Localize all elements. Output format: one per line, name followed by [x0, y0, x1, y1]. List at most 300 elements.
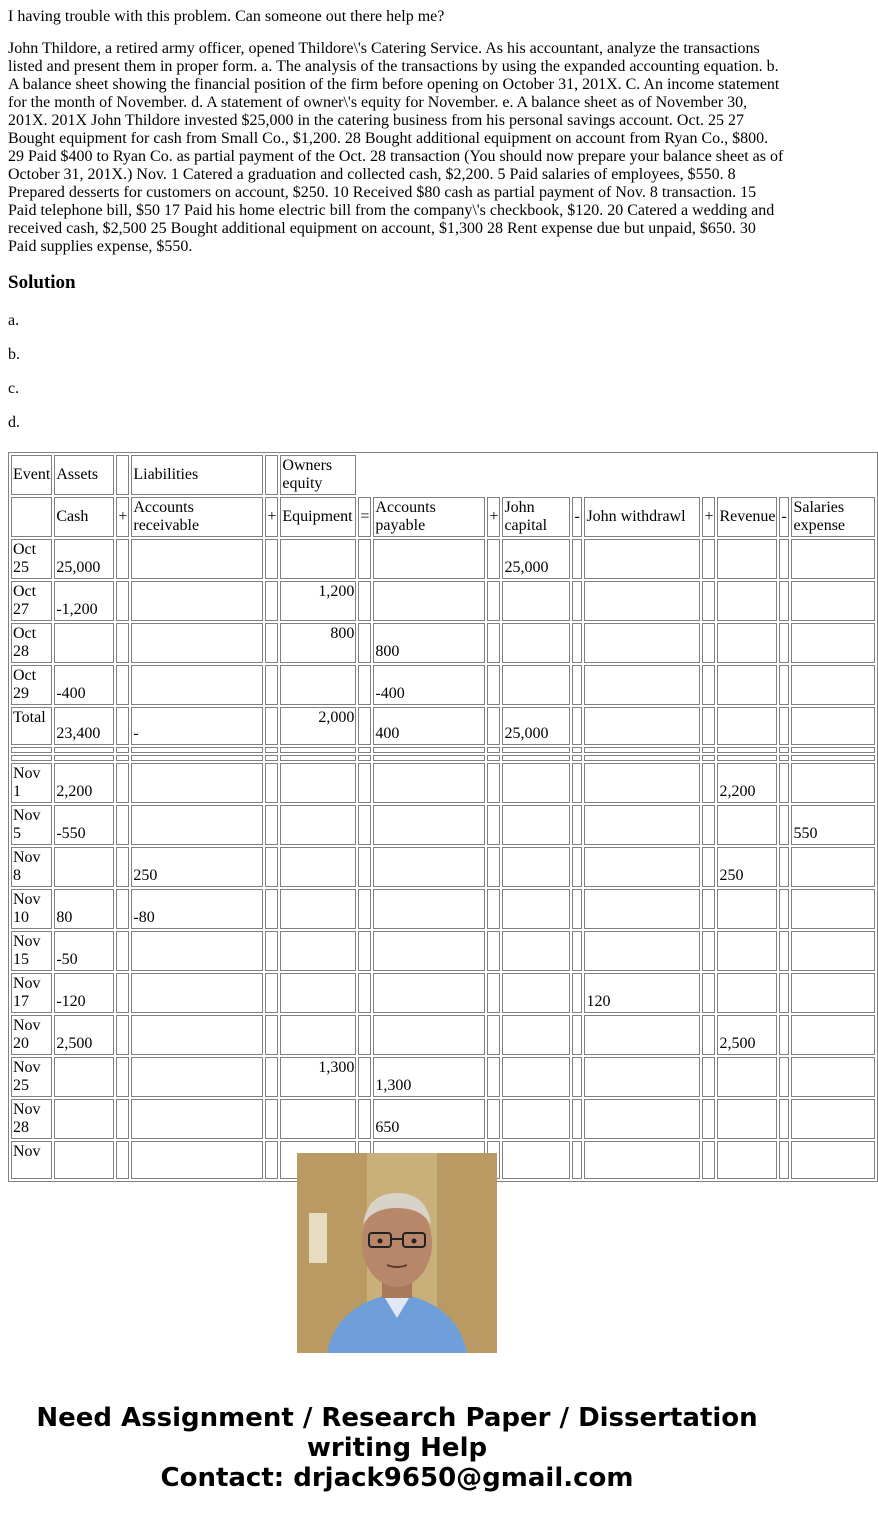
operator-cell [358, 623, 371, 663]
operator-cell [702, 847, 715, 887]
event-cell: Oct 29 [11, 665, 52, 705]
accounts-receivable-cell [131, 665, 263, 705]
accounts-receivable-cell: -80 [131, 889, 263, 929]
solution-heading: Solution [8, 272, 76, 293]
cash-cell: -550 [54, 805, 114, 845]
operator-cell [487, 1057, 500, 1097]
question-content [0, 0, 794, 432]
operator-cell [487, 665, 500, 705]
separator-cell [373, 755, 485, 761]
promo-contact: Contact: drjack9650@gmail.com [160, 1463, 634, 1493]
operator-cell [702, 1099, 715, 1139]
accounting-equation-table [8, 452, 878, 1182]
accounts-payable-cell [373, 931, 485, 971]
operator-cell [487, 581, 500, 621]
separator-cell [584, 755, 700, 761]
operator-cell [358, 847, 371, 887]
cash-cell: -400 [54, 665, 114, 705]
cash-cell [54, 1141, 114, 1179]
operator-cell [487, 931, 500, 971]
group-header-cell [265, 455, 278, 495]
operator-cell [572, 1141, 582, 1179]
separator-cell [791, 747, 875, 753]
operator-cell [116, 581, 129, 621]
event-cell: Oct 25 [11, 539, 52, 579]
capital-cell [502, 623, 570, 663]
separator-cell [702, 747, 715, 753]
withdrawal-cell [584, 1015, 700, 1055]
operator-cell [265, 973, 278, 1013]
cash-cell [54, 847, 114, 887]
accounts-payable-cell [373, 847, 485, 887]
operator-cell [487, 763, 500, 803]
capital-cell [502, 889, 570, 929]
equipment-cell [280, 973, 356, 1013]
operator-cell [265, 847, 278, 887]
revenue-cell [717, 539, 777, 579]
operator-cell [116, 707, 129, 745]
cash-cell: 2,200 [54, 763, 114, 803]
capital-cell [502, 763, 570, 803]
accounts-receivable-cell: 250 [131, 847, 263, 887]
event-cell: Nov 28 [11, 1099, 52, 1139]
revenue-cell: 2,500 [717, 1015, 777, 1055]
cash-cell: 80 [54, 889, 114, 929]
separator-cell [116, 747, 129, 753]
equipment-cell [280, 805, 356, 845]
operator-cell [487, 539, 500, 579]
table-row [11, 805, 875, 845]
accounts-payable-cell: -400 [373, 665, 485, 705]
operator-cell [116, 805, 129, 845]
separator-cell [54, 747, 114, 753]
revenue-cell [717, 623, 777, 663]
capital-cell [502, 931, 570, 971]
revenue-cell [717, 973, 777, 1013]
accounts-payable-cell [373, 805, 485, 845]
cash-cell: 23,400 [54, 707, 114, 745]
separator-cell [502, 747, 570, 753]
revenue-cell [717, 1141, 777, 1179]
operator-cell [572, 931, 582, 971]
cash-cell [54, 623, 114, 663]
separator-cell [11, 755, 52, 761]
operator-cell [265, 665, 278, 705]
cash-cell: 25,000 [54, 539, 114, 579]
event-cell: Nov [11, 1141, 52, 1179]
separator-cell [131, 747, 263, 753]
operator-cell [265, 1057, 278, 1097]
capital-cell [502, 1015, 570, 1055]
accounts-payable-cell [373, 889, 485, 929]
operator-cell [702, 1057, 715, 1097]
accounts-payable-cell: 650 [373, 1099, 485, 1139]
group-header-cell: Event [11, 455, 52, 495]
operator-cell [116, 889, 129, 929]
capital-cell [502, 665, 570, 705]
withdrawal-cell [584, 847, 700, 887]
revenue-cell [717, 581, 777, 621]
salaries-expense-cell [791, 623, 875, 663]
column-header-cell: Salaries expense [791, 497, 875, 537]
operator-cell [487, 1099, 500, 1139]
column-header-cell: John capital [502, 497, 570, 537]
salaries-expense-cell [791, 1057, 875, 1097]
table-row [11, 1015, 875, 1055]
withdrawal-cell [584, 889, 700, 929]
event-cell: Nov 5 [11, 805, 52, 845]
accounts-payable-cell [373, 539, 485, 579]
operator-cell [358, 539, 371, 579]
withdrawal-cell [584, 763, 700, 803]
column-header-cell: Cash [54, 497, 114, 537]
column-header-cell: - [779, 497, 789, 537]
table-separator-row [11, 747, 875, 753]
salaries-expense-cell [791, 581, 875, 621]
operator-cell [265, 805, 278, 845]
cash-cell: 2,500 [54, 1015, 114, 1055]
revenue-cell [717, 931, 777, 971]
accounts-receivable-cell [131, 581, 263, 621]
capital-cell [502, 973, 570, 1013]
operator-cell [265, 581, 278, 621]
column-header-cell [11, 497, 52, 537]
operator-cell [487, 623, 500, 663]
table-separator-row [11, 755, 875, 761]
operator-cell [702, 707, 715, 745]
solution-letters [8, 312, 786, 432]
column-header-cell: John withdrawl [584, 497, 700, 537]
cash-cell: -50 [54, 931, 114, 971]
event-cell: Total [11, 707, 52, 745]
accounts-payable-cell [373, 1015, 485, 1055]
capital-cell [502, 847, 570, 887]
event-cell: Nov 20 [11, 1015, 52, 1055]
separator-cell [11, 747, 52, 753]
operator-cell [572, 665, 582, 705]
salaries-expense-cell [791, 1099, 875, 1139]
table-row [11, 539, 875, 579]
salaries-expense-cell [791, 1141, 875, 1179]
solution-letter: d. [8, 414, 20, 431]
promo-line-2: writing Help [306, 1433, 488, 1463]
operator-cell [265, 707, 278, 745]
accounts-payable-cell: 800 [373, 623, 485, 663]
event-cell: Oct 28 [11, 623, 52, 663]
column-header-cell: + [702, 497, 715, 537]
operator-cell [572, 623, 582, 663]
operator-cell [572, 889, 582, 929]
revenue-cell [717, 665, 777, 705]
operator-cell [572, 1099, 582, 1139]
withdrawal-cell [584, 931, 700, 971]
separator-cell [572, 747, 582, 753]
operator-cell [358, 763, 371, 803]
withdrawal-cell [584, 665, 700, 705]
operator-cell [116, 931, 129, 971]
operator-cell [487, 707, 500, 745]
separator-cell [265, 747, 278, 753]
operator-cell [702, 1015, 715, 1055]
table-row [11, 707, 875, 745]
table-row [11, 889, 875, 929]
operator-cell [116, 539, 129, 579]
operator-cell [358, 973, 371, 1013]
separator-cell [502, 755, 570, 761]
equipment-cell [280, 847, 356, 887]
accounts-receivable-cell [131, 1057, 263, 1097]
table-row [11, 847, 875, 887]
equipment-cell [280, 539, 356, 579]
withdrawal-cell [584, 539, 700, 579]
table-group-header-row [11, 455, 875, 495]
operator-cell [265, 1015, 278, 1055]
salaries-expense-cell [791, 665, 875, 705]
separator-cell [791, 755, 875, 761]
operator-cell [116, 665, 129, 705]
table-row [11, 1057, 875, 1097]
event-cell: Nov 17 [11, 973, 52, 1013]
cash-cell [54, 1099, 114, 1139]
table-column-header-row [11, 497, 875, 537]
operator-cell [779, 1057, 789, 1097]
withdrawal-cell [584, 1141, 700, 1179]
separator-cell [131, 755, 263, 761]
column-header-cell: + [116, 497, 129, 537]
separator-cell [280, 755, 356, 761]
operator-cell [265, 623, 278, 663]
operator-cell [572, 973, 582, 1013]
operator-cell [358, 1057, 371, 1097]
operator-cell [265, 539, 278, 579]
accounts-receivable-cell: - [131, 707, 263, 745]
revenue-cell [717, 1057, 777, 1097]
operator-cell [702, 763, 715, 803]
event-cell: Nov 15 [11, 931, 52, 971]
promo-line-1: Need Assignment / Research Paper / Dissertation [36, 1403, 758, 1433]
operator-cell [487, 847, 500, 887]
equipment-cell [280, 889, 356, 929]
operator-cell [572, 847, 582, 887]
equipment-cell [280, 931, 356, 971]
accounts-receivable-cell [131, 763, 263, 803]
operator-cell [702, 973, 715, 1013]
separator-cell [54, 755, 114, 761]
accounts-payable-cell: 400 [373, 707, 485, 745]
operator-cell [265, 1141, 278, 1179]
withdrawal-cell [584, 805, 700, 845]
salaries-expense-cell [791, 763, 875, 803]
operator-cell [779, 581, 789, 621]
operator-cell [572, 763, 582, 803]
column-header-cell: Accounts receivable [131, 497, 263, 537]
person-portrait-icon [297, 1153, 497, 1353]
capital-cell [502, 1057, 570, 1097]
cash-cell: -120 [54, 973, 114, 1013]
question-body: John Thildore, a retired army officer, opened Thildore\'s Catering Service. As his accountant, analyze the transactions listed and present them in proper form. a. The analysis of the transactions by using the expanded accounting equation. b. A balance sheet showing the financial position of the firm before opening on October 31, 201X. C. An income statement for the month of November. d. A statement of owner\'s equity for November. e. A balance sheet as of November 30, 201X. 201X John Thildore invested $25,000 in the catering business from his personal savings account. Oct. 25 27 Bought equipment for cash from Small Co., $1,200. 28 Bought additional equipment on account from Ryan Co., $800. 29 Paid $400 to Ryan Co. as partial payment of the Oct. 28 transaction (You should now prepare your balance sheet as of October 31, 201X.) Nov. 1 Catered a graduation and collected cash, $2,200. 5 Paid salaries of employees, $550. 8 Prepared desserts for customers on account, $250. 10 Received $80 cash as partial payment of Nov. 8 transaction. 15 Paid telephone bill, $50 17 Paid his home electric bill from the company\'s checkbook, $120. 20 Catered a wedding and received cash, $2,500 25 Bought additional equipment on account, $1,300 28 Rent expense due but unpaid, $650. 30 Paid supplies expense, $550. [8, 40, 784, 255]
table-row [11, 623, 875, 663]
equipment-cell [280, 665, 356, 705]
question-intro: I having trouble with this problem. Can someone out there help me? [8, 8, 445, 25]
operator-cell [779, 1099, 789, 1139]
accounts-receivable-cell [131, 1015, 263, 1055]
separator-cell [717, 747, 777, 753]
accounts-payable-cell [373, 763, 485, 803]
accounts-receivable-cell [131, 973, 263, 1013]
operator-cell [702, 623, 715, 663]
column-header-cell: Revenue [717, 497, 777, 537]
separator-cell [779, 747, 789, 753]
table-row [11, 665, 875, 705]
separator-cell [779, 755, 789, 761]
operator-cell [572, 805, 582, 845]
salaries-expense-cell [791, 707, 875, 745]
cash-cell: -1,200 [54, 581, 114, 621]
capital-cell [502, 805, 570, 845]
operator-cell [487, 889, 500, 929]
group-header-cell: Owners equity [280, 455, 356, 495]
operator-cell [779, 931, 789, 971]
operator-cell [702, 539, 715, 579]
operator-cell [779, 973, 789, 1013]
operator-cell [779, 665, 789, 705]
operator-cell [779, 623, 789, 663]
separator-cell [265, 755, 278, 761]
table-row [11, 763, 875, 803]
equipment-cell: 1,300 [280, 1057, 356, 1097]
operator-cell [358, 1015, 371, 1055]
salaries-expense-cell: 550 [791, 805, 875, 845]
operator-cell [779, 1015, 789, 1055]
equipment-cell [280, 1099, 356, 1139]
withdrawal-cell [584, 1057, 700, 1097]
accounts-receivable-cell [131, 805, 263, 845]
withdrawal-cell: 120 [584, 973, 700, 1013]
event-cell: Oct 27 [11, 581, 52, 621]
operator-cell [358, 665, 371, 705]
accounts-receivable-cell [131, 1141, 263, 1179]
revenue-cell: 2,200 [717, 763, 777, 803]
group-header-cell: Assets [54, 455, 114, 495]
accounts-receivable-cell [131, 1099, 263, 1139]
capital-cell: 25,000 [502, 539, 570, 579]
operator-cell [265, 931, 278, 971]
revenue-cell: 250 [717, 847, 777, 887]
capital-cell [502, 1141, 570, 1179]
withdrawal-cell [584, 581, 700, 621]
equipment-cell: 800 [280, 623, 356, 663]
operator-cell [702, 1141, 715, 1179]
separator-cell [358, 755, 371, 761]
operator-cell [702, 931, 715, 971]
separator-cell [487, 747, 500, 753]
author-avatar [297, 1153, 497, 1353]
capital-cell [502, 1099, 570, 1139]
separator-cell [717, 755, 777, 761]
operator-cell [116, 1015, 129, 1055]
equipment-cell: 1,200 [280, 581, 356, 621]
revenue-cell [717, 707, 777, 745]
column-header-cell: - [572, 497, 582, 537]
revenue-cell [717, 889, 777, 929]
operator-cell [116, 847, 129, 887]
salaries-expense-cell [791, 973, 875, 1013]
separator-cell [572, 755, 582, 761]
operator-cell [572, 539, 582, 579]
accounts-payable-cell: 1,300 [373, 1057, 485, 1097]
operator-cell [358, 889, 371, 929]
separator-cell [584, 747, 700, 753]
event-cell: Nov 25 [11, 1057, 52, 1097]
operator-cell [116, 1141, 129, 1179]
column-header-cell: = [358, 497, 371, 537]
operator-cell [572, 707, 582, 745]
operator-cell [779, 763, 789, 803]
equipment-cell: 2,000 [280, 707, 356, 745]
capital-cell [502, 581, 570, 621]
event-cell: Nov 8 [11, 847, 52, 887]
withdrawal-cell [584, 623, 700, 663]
capital-cell: 25,000 [502, 707, 570, 745]
table-row [11, 1099, 875, 1139]
operator-cell [702, 665, 715, 705]
operator-cell [702, 581, 715, 621]
equipment-cell [280, 763, 356, 803]
operator-cell [572, 1057, 582, 1097]
operator-cell [702, 889, 715, 929]
separator-cell [702, 755, 715, 761]
table-row [11, 581, 875, 621]
equipment-cell [280, 1015, 356, 1055]
salaries-expense-cell [791, 889, 875, 929]
operator-cell [779, 707, 789, 745]
operator-cell [116, 973, 129, 1013]
solution-letter: b. [8, 346, 20, 363]
operator-cell [702, 805, 715, 845]
operator-cell [116, 1057, 129, 1097]
operator-cell [779, 805, 789, 845]
operator-cell [265, 889, 278, 929]
group-header-cell [116, 455, 129, 495]
operator-cell [487, 973, 500, 1013]
ledger-table-viewport[interactable] [8, 452, 846, 1160]
salaries-expense-cell [791, 1015, 875, 1055]
column-header-cell: Equipment [280, 497, 356, 537]
operator-cell [265, 1099, 278, 1139]
separator-cell [280, 747, 356, 753]
operator-cell [358, 1099, 371, 1139]
withdrawal-cell [584, 1099, 700, 1139]
table-row [11, 931, 875, 971]
operator-cell [358, 707, 371, 745]
table-row [11, 973, 875, 1013]
accounts-receivable-cell [131, 539, 263, 579]
operator-cell [358, 805, 371, 845]
accounts-receivable-cell [131, 931, 263, 971]
accounts-payable-cell [373, 581, 485, 621]
cash-cell [54, 1057, 114, 1097]
operator-cell [487, 805, 500, 845]
separator-cell [373, 747, 485, 753]
operator-cell [779, 1141, 789, 1179]
withdrawal-cell [584, 707, 700, 745]
salaries-expense-cell [791, 847, 875, 887]
salaries-expense-cell [791, 539, 875, 579]
salaries-expense-cell [791, 931, 875, 971]
column-header-cell: Accounts payable [373, 497, 485, 537]
event-cell: Nov 1 [11, 763, 52, 803]
accounts-payable-cell [373, 973, 485, 1013]
